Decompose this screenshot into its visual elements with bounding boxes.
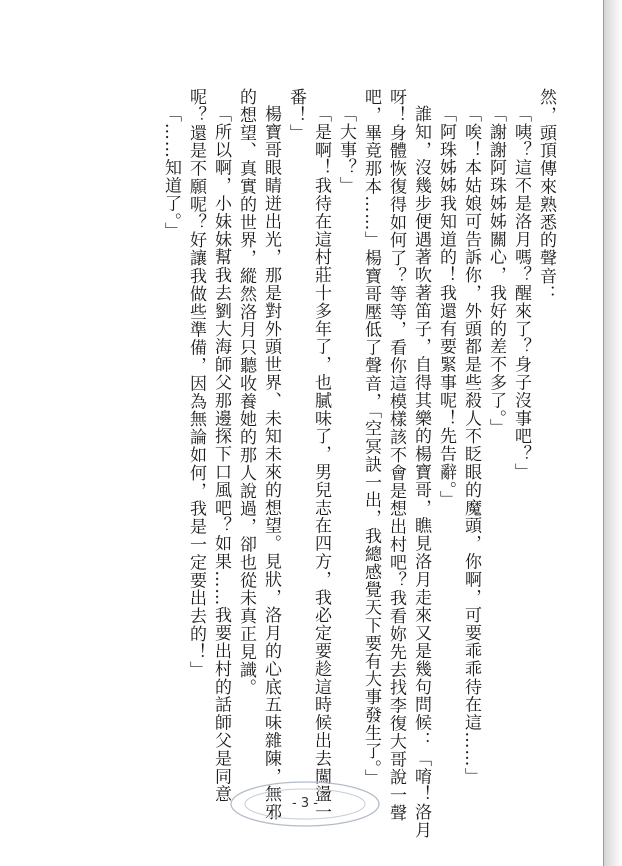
text-line: 「謝謝阿珠姊姊關心，我好的差不多了。」 (486, 105, 506, 437)
text-line: 「唉！本姑娘可告訴你，外頭都是些殺人不眨眼的魔頭，你啊，可要乖乖待在這……」 (461, 105, 481, 786)
text-line: 「阿珠姊姊我知道的！我還有要緊事呢！先告辭。」 (436, 105, 456, 509)
text-line: 吧，畢竟那本……」楊寶哥壓低了聲音，「空冥訣一出，我總感覺天下要有大事發生了。」 (361, 88, 381, 787)
text-line: 「……知道了。」 (161, 105, 181, 240)
text-line: 楊寶哥眼睛迸出光，那是對外頭世界、未知未來的想望。見狀，洛月的心底五味雜陳，無邪 (261, 105, 281, 821)
text-line: 「咦？這不是洛月嗎？醒來了？身子沒事吧？」 (511, 105, 531, 481)
page-number: - 3 - (292, 796, 318, 811)
text-line: 「所以啊，小妹妹幫我去劉大海師父那邊探下口風吧？如果……我要出村的話師父是同意 (211, 105, 231, 804)
text-line: 的想望、真實的世界，縱然洛月只聽收養她的那人說過，卻也從未真正見識。 (236, 88, 256, 697)
text-line: 番！」 (286, 88, 306, 142)
text-line: 呀！身體恢復得如何了？等等，看你這模樣該不會是想出村吧？我看妳先去找李復大哥說一聲 (386, 88, 406, 822)
text-line: 然，頭頂傳來熟悉的聲音： (536, 88, 556, 303)
text-line: 「是啊！我待在這村莊十多年了，也膩味了，男兒志在四方，我必定要趁這時候出去闖盪一 (311, 105, 331, 821)
text-line: 呢？還是不願呢？好讓我做些準備，因為無論如何，我是一定要出去的！」 (186, 88, 206, 679)
text-line: 誰知，沒幾步便遇著吹著笛子，自得其樂的楊寶哥，瞧見洛月走來又是幾句問候：「唷！洛月 (411, 105, 431, 839)
text-line: 「大事？」 (336, 105, 356, 195)
